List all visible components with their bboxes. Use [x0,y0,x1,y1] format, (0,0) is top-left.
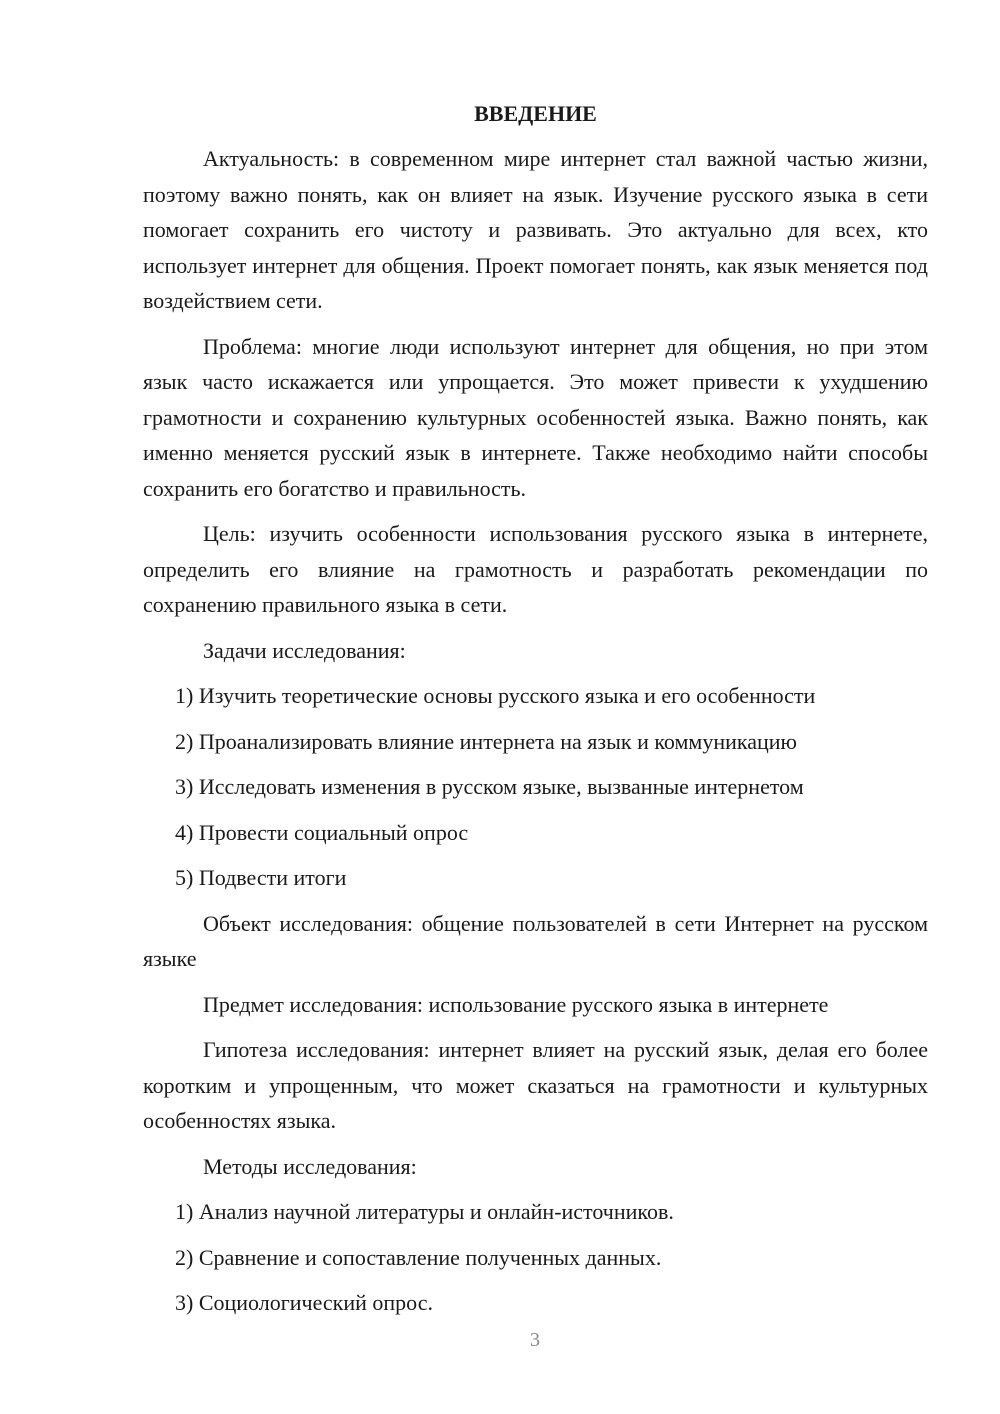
method-item: 3) Социологический опрос. [175,1290,433,1315]
task-item: 2) Проанализировать влияние интернета на язык и коммуникацию [175,728,797,754]
problem-paragraph: Проблема: многие люди используют интернет для общения, но при этом язык часто искажается или упрощается. Это может привести к ухудшению грамотности и сохранению культурных особенностей языка. Важно понять, как именно меняется русский язык в интернете. Также необходимо найти способы сохранить его богатство и правильность. [143,333,928,501]
task-item: 4) Провести социальный опрос [175,819,469,845]
method-item: 2) Сравнение и сопоставление полученных данных. [175,1244,662,1270]
method-item: 1) Анализ научной литературы и онлайн-источников. [175,1199,674,1224]
tasks-list [143,678,928,896]
methods-list [143,1194,928,1321]
tasks-heading: Задачи исследования: [203,637,406,663]
task-item: 5) Подвести итоги [175,865,347,890]
object-paragraph: Объект исследования: общение пользователей в сети Интернет на русском языке [143,910,928,971]
task-item: 1) Изучить теоретические основы русского языка и его особенности [175,683,816,708]
subject-paragraph: Предмет исследования: использование русского языка в интернете [203,991,829,1017]
page-number: 3 [530,1329,540,1351]
task-item: 3) Исследовать изменения в русском языке, вызванные интернетом [175,774,804,799]
methods-heading: Методы исследования: [203,1153,417,1179]
section-title: ВВЕДЕНИЕ [474,101,597,126]
goal-paragraph: Цель: изучить особенности использования русского языка в интернете, определить его влияние на грамотность и разработать рекомендации по сохранению правильного языка в сети. [143,521,928,617]
hypothesis-paragraph: Гипотеза исследования: интернет влияет на русский язык, делая его более коротким и упрощенным, что может сказаться на грамотности и культурных особенностях языка. [143,1037,928,1133]
relevance-paragraph: Актуальность: в современном мире интернет стал важной частью жизни, поэтому важно понять, как он влияет на язык. Изучение русского языка в сети помогает сохранить его чистоту и развивать. Это актуально для всех, кто использует интернет для общения. Проект помогает понять, как язык меняется под воздействием сети. [143,146,928,313]
page-content [143,96,928,1331]
